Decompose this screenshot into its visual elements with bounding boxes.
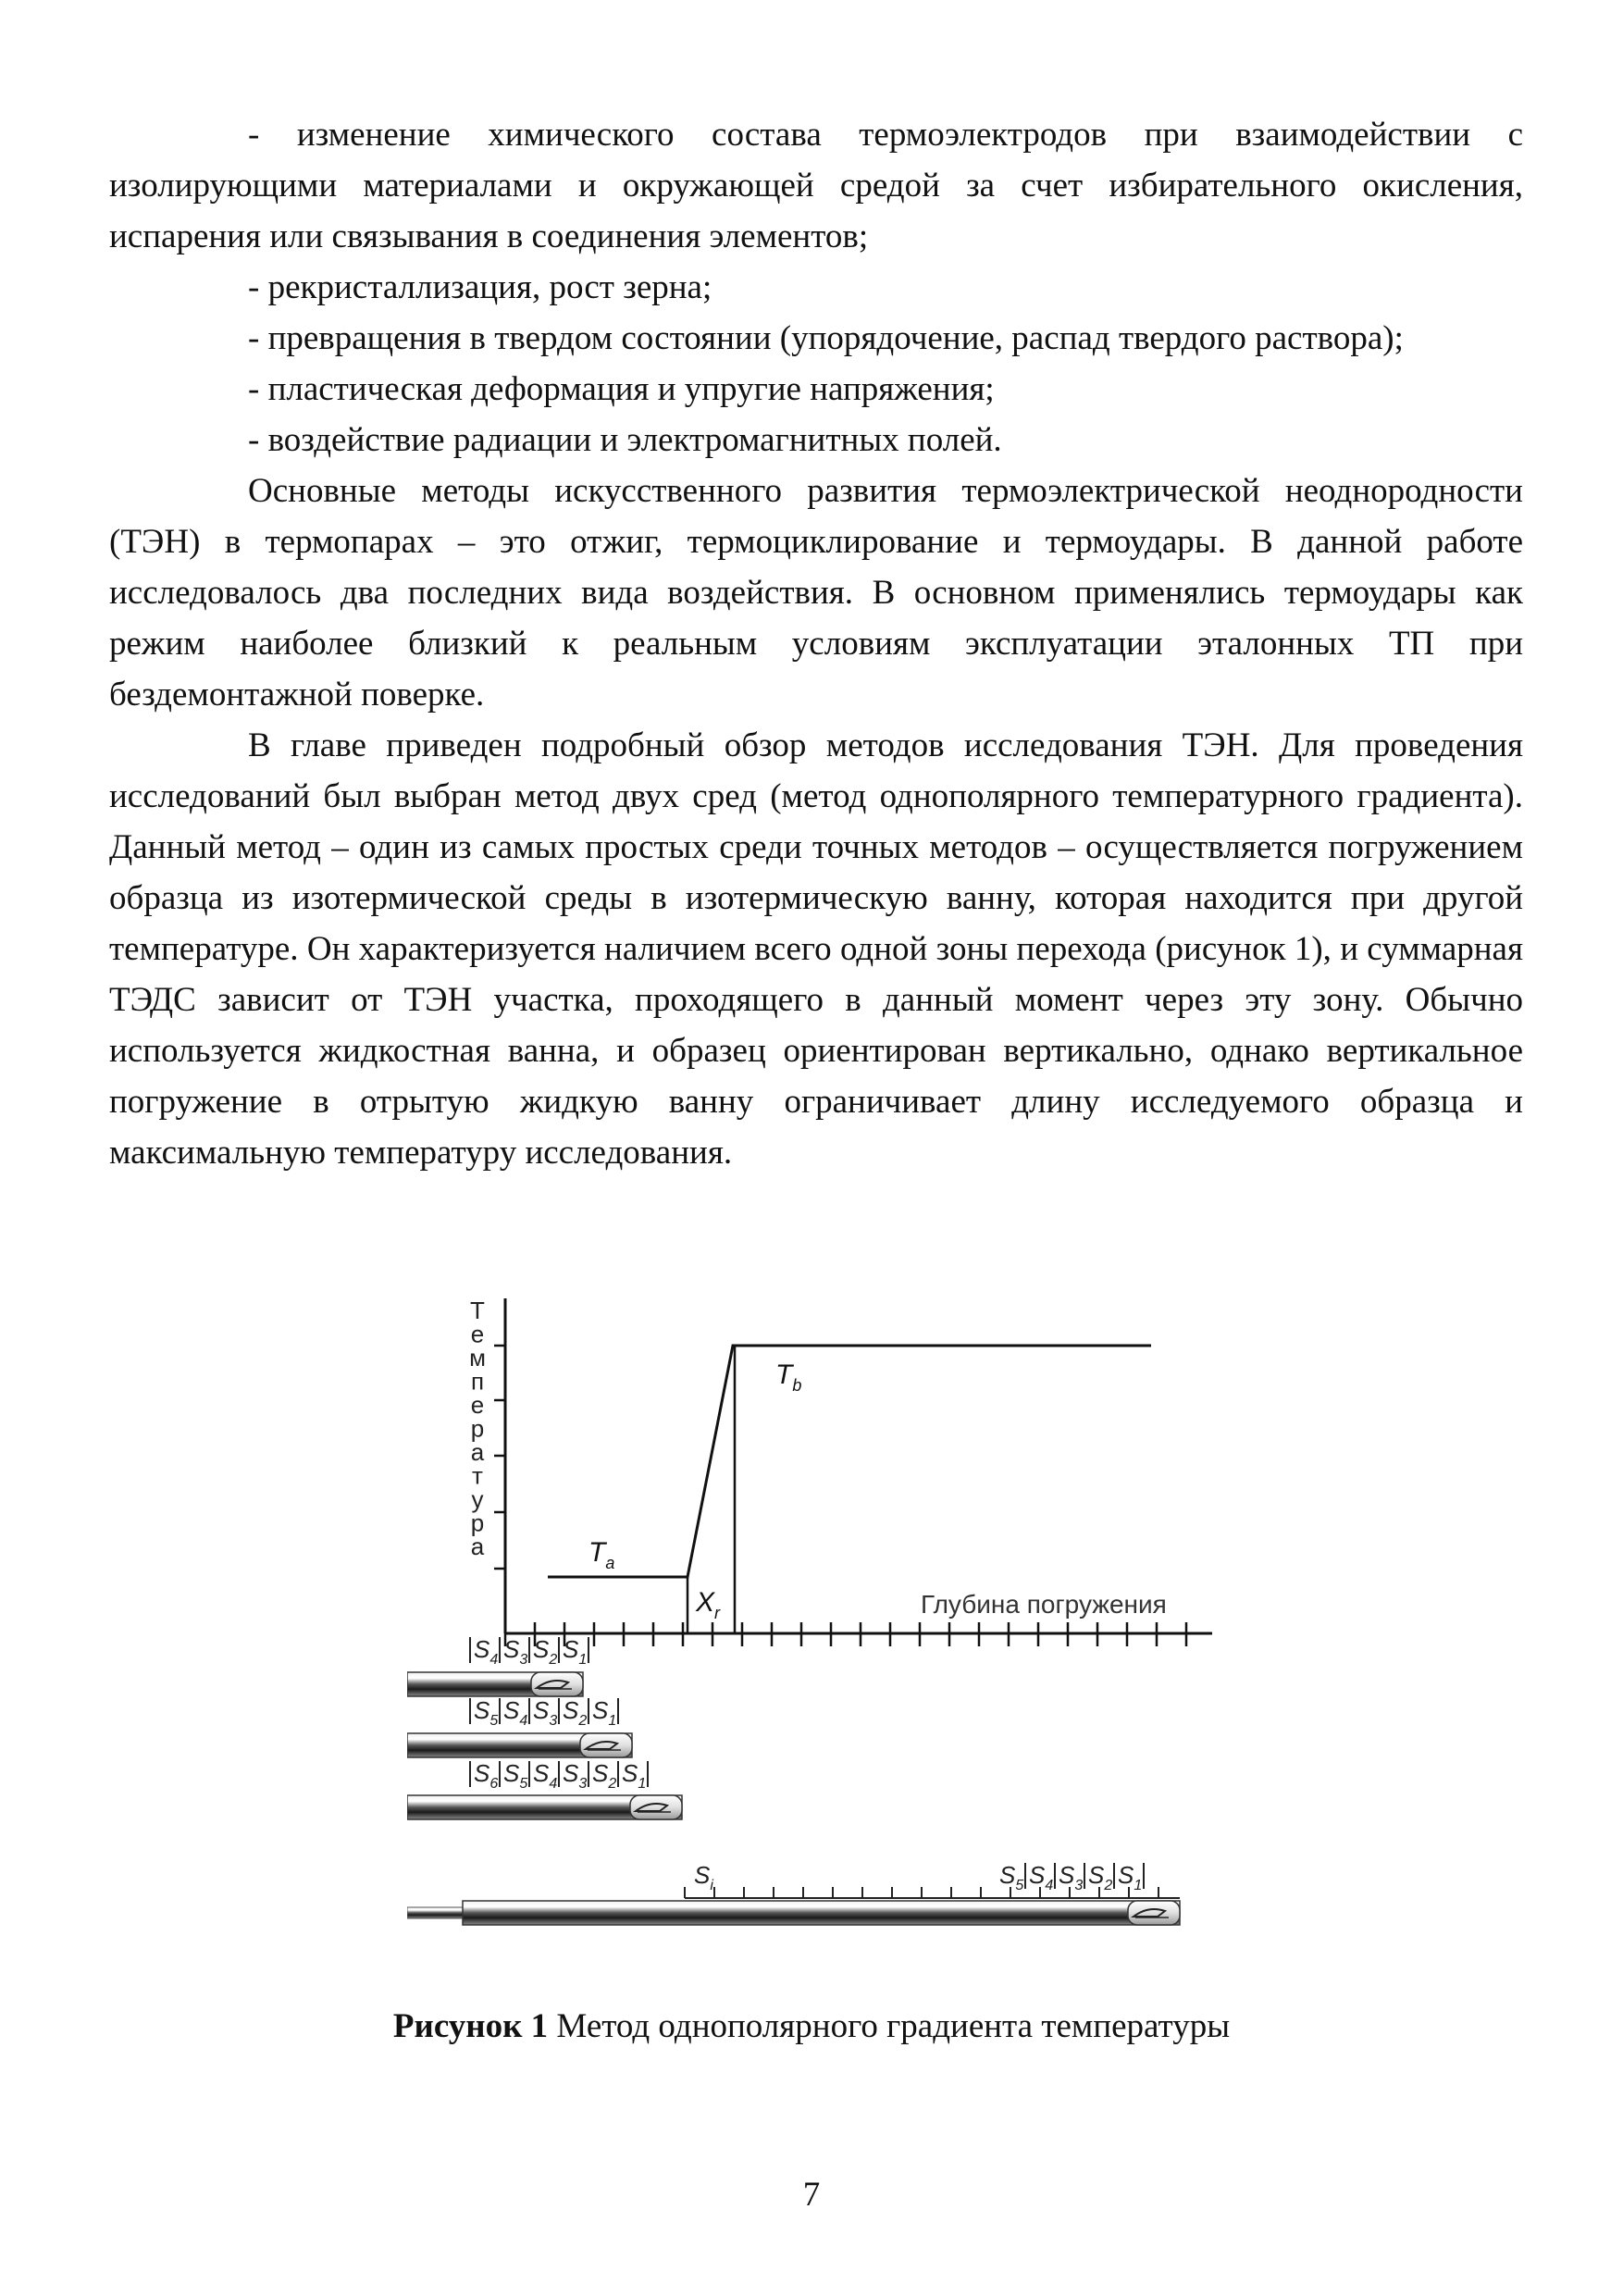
segment-label: $S_2$	[1088, 1861, 1113, 1893]
paragraph-6: Основные методы искусственного развития термоэлектрической неоднородности (ТЭН) в термопарах – это отжиг, термоциклирование и термоудары. В данной работе исследовалось два последних вида воздействия. В основном применялись термоудары как режим наиболее близкий к реальным условиям эксплуатации эталонных ТП при бездемонтажной поверке.	[109, 472, 1523, 714]
segment-label: $S_5$	[474, 1696, 499, 1729]
y-axis-label-letter: а	[470, 1533, 485, 1560]
y-axis-label-letter: Т	[470, 1297, 485, 1324]
y-axis-label-letter: п	[470, 1367, 485, 1396]
segment-label: $S_4$	[533, 1759, 558, 1792]
page-number: 7	[802, 2176, 821, 2214]
label-xr: $X_r$	[696, 1587, 721, 1622]
x-axis-label: Глубина погружения	[921, 1590, 1167, 1619]
paragraph-2: - рекристаллизация, рост зерна;	[248, 268, 712, 306]
y-axis-ticks	[494, 1346, 505, 1569]
segment-label: $S_3$	[503, 1635, 528, 1668]
y-axis-label-letter: а	[470, 1438, 485, 1466]
label-tb: $T_b$	[775, 1359, 802, 1395]
segment-label: $S_1$	[1118, 1861, 1143, 1893]
probes	[407, 1635, 1180, 1925]
segment-label: $S_1$	[592, 1696, 617, 1729]
probe-tip	[1128, 1901, 1180, 1925]
segment-label: $S_i$	[694, 1861, 713, 1893]
segment-label: $S_2$	[592, 1759, 617, 1792]
segment-label: $S_5$	[503, 1759, 528, 1792]
caption-label: Рисунок 1	[392, 2007, 549, 2045]
paragraph-1: - изменение химического состава термоэлектродов при взаимодействии с изолирующими материалами и окружающей средой за счет избирательного окисления, испарения или связывания в соединения элементов;	[109, 116, 1523, 255]
y-axis-label-letter: е	[470, 1320, 485, 1348]
probe-tip	[531, 1672, 583, 1696]
segment-label: $S_4$	[503, 1696, 528, 1729]
temperature-profile	[548, 1346, 1151, 1577]
paragraph-7: В главе приведен подробный обзор методов исследования ТЭН. Для проведения исследований был выбран метод двух сред (метод однополярного температурного градиента). Данный метод – один из самых простых среди точных методов – осуществляется погружением образца из изотермической среды в изотермическую ванну, которая находится при другой температуре. Он характеризуется наличием всего одной зоны перехода (рисунок 1), и суммарная ТЭДС зависит от ТЭН участка, проходящего в данный момент через эту зону. Обычно используется жидкостная ванна, и образец ориентирован вертикально, однако вертикальное погружение в отрытую жидкую ванну ограничивает длину исследуемого образца и максимальную температуру исследования.	[109, 726, 1523, 1172]
label-ta: $T_a$	[588, 1537, 615, 1572]
paragraph-4: - пластическая деформация и упругие напряжения;	[248, 370, 995, 408]
paragraph-5: - воздействие радиации и электромагнитных полей.	[248, 421, 1002, 459]
figure-caption	[0, 2004, 1623, 2050]
segment-label: $S_3$	[1059, 1861, 1084, 1893]
paragraph-3: - превращения в твердом состоянии (упорядочение, распад твердого раствора);	[248, 319, 1404, 357]
y-axis-label	[469, 1297, 486, 1560]
segment-label: $S_4$	[474, 1635, 499, 1668]
caption-text: Метод однополярного градиента температуры	[548, 2007, 1231, 2045]
y-axis-label-letter: р	[470, 1414, 485, 1443]
figure-1	[407, 1291, 1240, 1994]
segment-label: $S_2$	[563, 1696, 588, 1729]
segment-label: $S_2$	[533, 1635, 558, 1668]
y-axis-label-letter: е	[470, 1391, 485, 1419]
segment-label: $S_4$	[1029, 1861, 1054, 1893]
y-axis-label-letter: м	[469, 1344, 486, 1371]
probe-rod	[407, 1907, 465, 1918]
probe-tube	[463, 1901, 1180, 1925]
segment-label: $S_1$	[622, 1759, 647, 1792]
y-axis-label-letter: р	[470, 1508, 485, 1537]
segment-label: $S_1$	[563, 1635, 588, 1668]
body-text	[109, 109, 1523, 1178]
y-axis-label-letter: т	[472, 1461, 483, 1490]
y-axis-label-letter: у	[471, 1485, 484, 1513]
segment-label: $S_5$	[999, 1861, 1024, 1893]
probe-tip	[580, 1733, 632, 1757]
probe-tip	[630, 1795, 682, 1819]
segment-label: $S_6$	[474, 1759, 499, 1792]
segment-label: $S_3$	[533, 1696, 558, 1729]
segment-label: $S_3$	[563, 1759, 588, 1792]
